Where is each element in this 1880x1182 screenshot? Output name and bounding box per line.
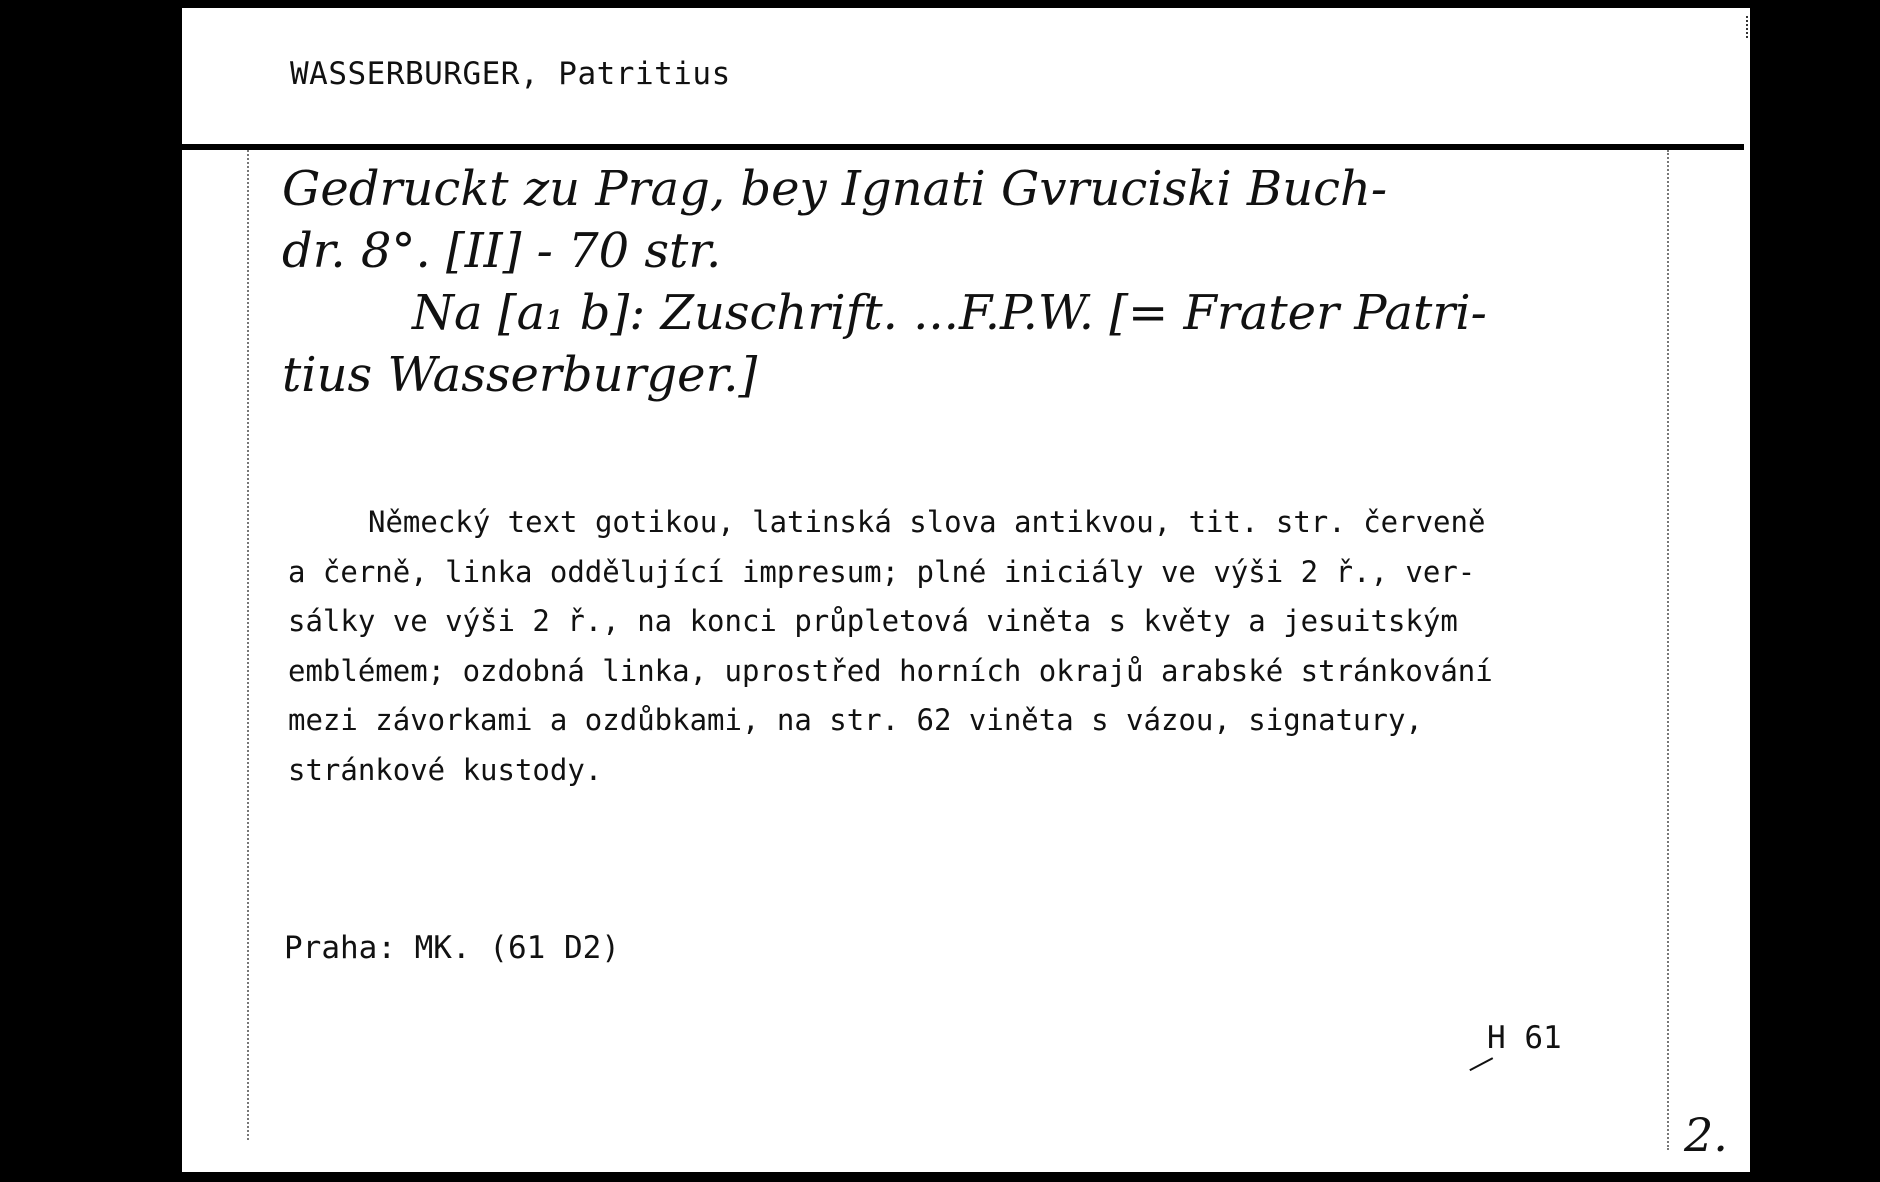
description-line: Německý text gotikou, latinská slova antikvou, tit. str. červeně xyxy=(368,505,1486,539)
card-number: 2. xyxy=(1684,1108,1728,1162)
description-line: a černě, linka oddělující impresum; plné iniciály ve výši 2 ř., ver- xyxy=(288,554,1476,589)
handwritten-line: Na [a₁ b]: Zuschrift. ...F.P.W. [= Frater Patri- xyxy=(412,285,1487,341)
card-heading: WASSERBURGER, Patritius xyxy=(290,56,731,92)
left-margin-line xyxy=(247,150,249,1140)
handwritten-line: dr. 8°. [II] - 70 str. xyxy=(282,223,722,279)
description-line: sálky ve výši 2 ř., na konci průpletová viněta s květy a jesuitským xyxy=(288,604,1458,638)
handwritten-line: tius Wasserburger.] xyxy=(282,347,758,403)
heading-rule xyxy=(182,144,1744,150)
catalog-card xyxy=(182,8,1750,1172)
description-line: stránkové kustody. xyxy=(288,752,603,787)
shelfmark: H 61 xyxy=(1487,1020,1562,1056)
corner-mark xyxy=(1732,16,1748,38)
handwritten-line: Gedruckt zu Prag, bey Ignati Gvruciski Buch- xyxy=(282,161,1388,217)
description-line: mezi závorkami a ozdůbkami, na str. 62 viněta s vázou, signatury, xyxy=(288,703,1423,737)
description-text xyxy=(288,498,1688,795)
holding-location: Praha: MK. (61 D2) xyxy=(284,930,620,966)
description-line: emblémem; ozdobná linka, uprostřed horních okrajů arabské stránkování xyxy=(288,653,1493,688)
handwritten-note xyxy=(282,158,1662,406)
